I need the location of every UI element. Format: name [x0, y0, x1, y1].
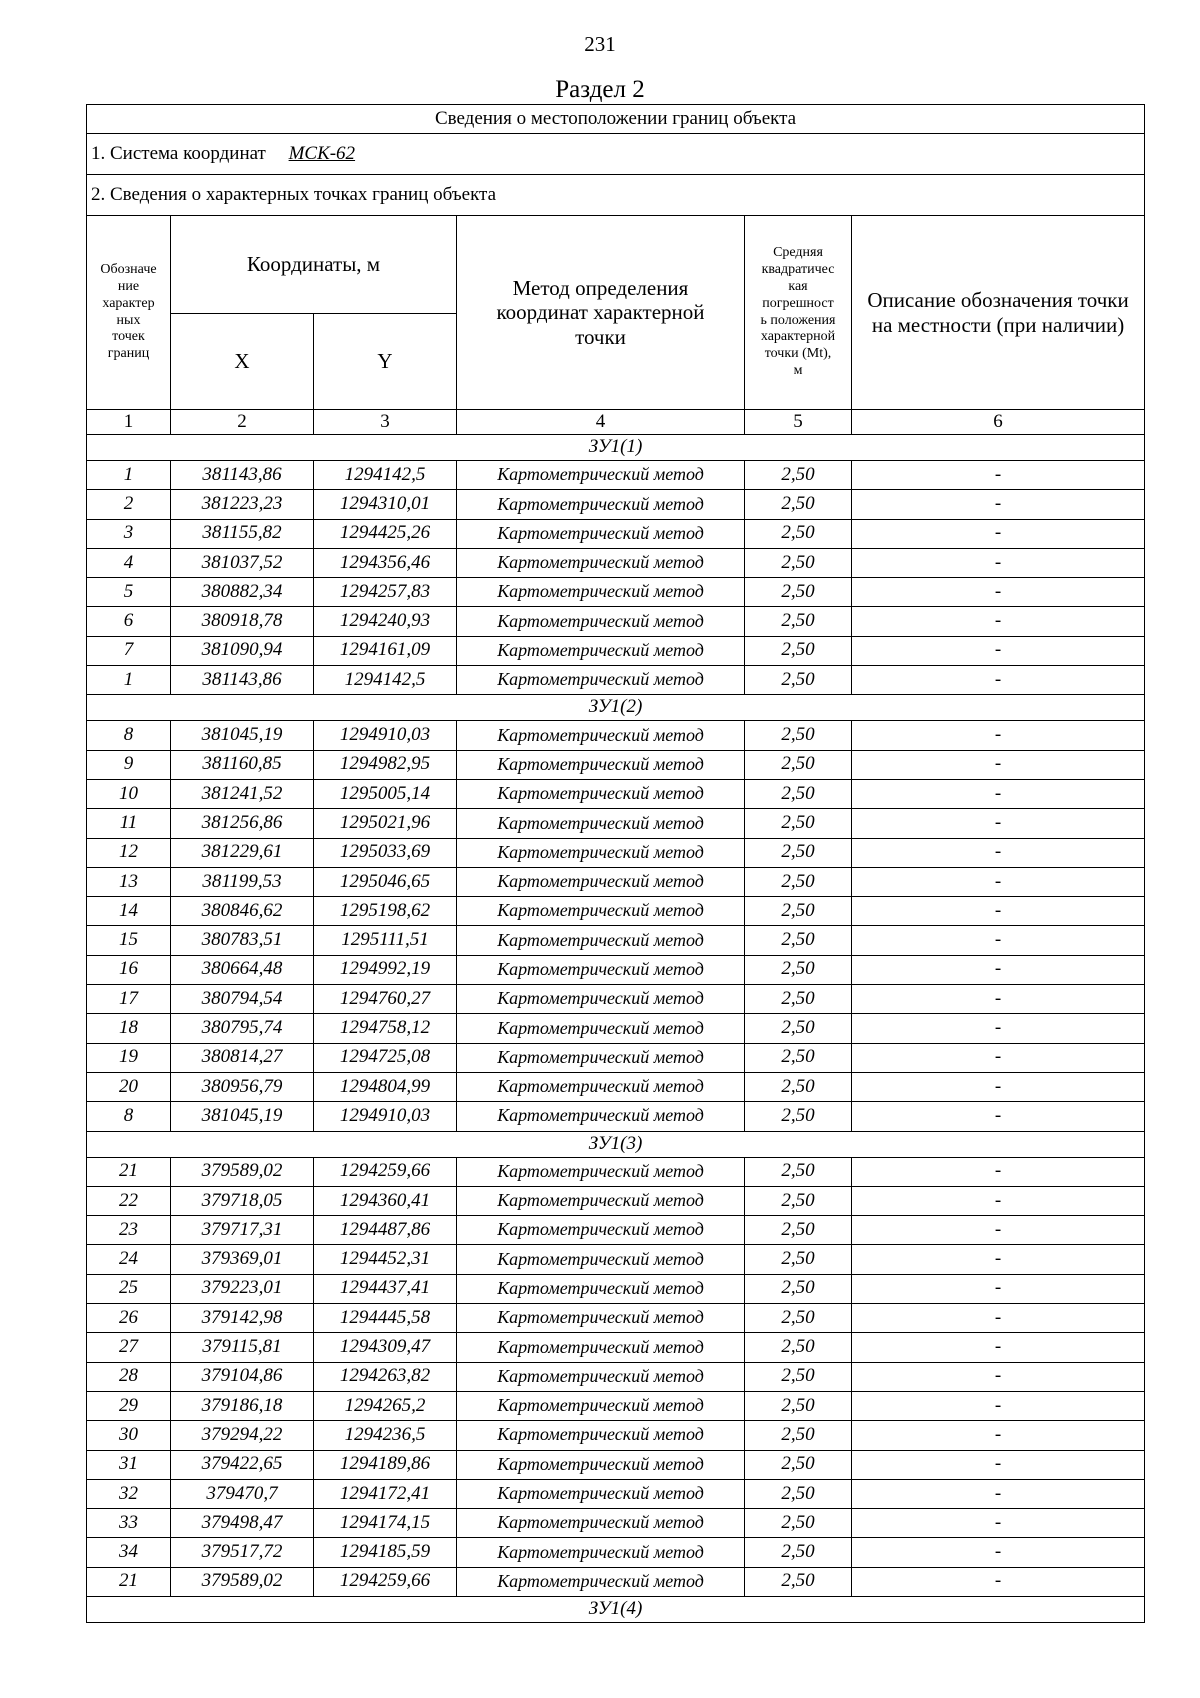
error-value: 2,50 [745, 578, 852, 607]
method: Картометрический метод [457, 867, 745, 896]
error-value: 2,50 [745, 1072, 852, 1101]
description: - [852, 1245, 1145, 1274]
error-value: 2,50 [745, 1157, 852, 1186]
point-number: 19 [87, 1043, 171, 1072]
table-row [87, 578, 1145, 607]
header-row-top [87, 216, 1145, 314]
point-number: 18 [87, 1014, 171, 1043]
table-row [87, 1274, 1145, 1303]
y-coordinate: 1294356,46 [314, 548, 457, 577]
description: - [852, 1509, 1145, 1538]
table-row [87, 985, 1145, 1014]
group-name: ЗУ1(1) [87, 435, 1145, 461]
point-number: 2 [87, 490, 171, 519]
method: Картометрический метод [457, 519, 745, 548]
x-coordinate: 379589,02 [171, 1567, 314, 1596]
description: - [852, 1014, 1145, 1043]
point-number: 26 [87, 1304, 171, 1333]
point-number: 27 [87, 1333, 171, 1362]
description: - [852, 1216, 1145, 1245]
y-coordinate: 1294982,95 [314, 750, 457, 779]
column-number: 2 [171, 410, 314, 435]
y-coordinate: 1295033,69 [314, 838, 457, 867]
method: Картометрический метод [457, 461, 745, 490]
description: - [852, 779, 1145, 808]
table-title: Сведения о местоположении границ объекта [87, 105, 1145, 134]
error-value: 2,50 [745, 636, 852, 665]
table-row [87, 1509, 1145, 1538]
group-header-row [87, 695, 1145, 721]
x-coordinate: 381256,86 [171, 809, 314, 838]
description: - [852, 1186, 1145, 1215]
table-row [87, 1014, 1145, 1043]
method: Картометрический метод [457, 1216, 745, 1245]
x-coordinate: 380794,54 [171, 985, 314, 1014]
table-row [87, 1362, 1145, 1391]
x-coordinate: 381143,86 [171, 461, 314, 490]
description: - [852, 1274, 1145, 1303]
error-value: 2,50 [745, 750, 852, 779]
error-value: 2,50 [745, 1538, 852, 1567]
point-number: 1 [87, 461, 171, 490]
boundary-points-table [86, 104, 1145, 1623]
table-row [87, 1102, 1145, 1131]
column-number: 5 [745, 410, 852, 435]
y-coordinate: 1294161,09 [314, 636, 457, 665]
method: Картометрический метод [457, 1362, 745, 1391]
method: Картометрический метод [457, 1421, 745, 1450]
method: Картометрический метод [457, 548, 745, 577]
description: - [852, 461, 1145, 490]
error-value: 2,50 [745, 461, 852, 490]
method: Картометрический метод [457, 809, 745, 838]
error-value: 2,50 [745, 985, 852, 1014]
point-number: 34 [87, 1538, 171, 1567]
x-coordinate: 380795,74 [171, 1014, 314, 1043]
table-row [87, 666, 1145, 695]
method: Картометрический метод [457, 1304, 745, 1333]
description: - [852, 1333, 1145, 1362]
method: Картометрический метод [457, 985, 745, 1014]
method: Картометрический метод [457, 490, 745, 519]
x-coordinate: 381155,82 [171, 519, 314, 548]
error-value: 2,50 [745, 1304, 852, 1333]
description: - [852, 1567, 1145, 1596]
y-coordinate: 1294758,12 [314, 1014, 457, 1043]
x-coordinate: 379104,86 [171, 1362, 314, 1391]
description: - [852, 926, 1145, 955]
point-number: 15 [87, 926, 171, 955]
table-row [87, 1333, 1145, 1362]
description: - [852, 1479, 1145, 1508]
method: Картометрический метод [457, 1509, 745, 1538]
error-header: Средняя квадратичес кая погрешност ь положения характерной точки (Mt), м [745, 216, 852, 410]
method: Картометрический метод [457, 955, 745, 984]
y-coordinate: 1294725,08 [314, 1043, 457, 1072]
table-row [87, 1538, 1145, 1567]
error-value: 2,50 [745, 809, 852, 838]
table-row [87, 1157, 1145, 1186]
x-coordinate: 379717,31 [171, 1216, 314, 1245]
y-coordinate: 1294263,82 [314, 1362, 457, 1391]
error-value: 2,50 [745, 867, 852, 896]
description: - [852, 636, 1145, 665]
point-number: 12 [87, 838, 171, 867]
y-coordinate: 1295111,51 [314, 926, 457, 955]
description: - [852, 490, 1145, 519]
point-number: 29 [87, 1391, 171, 1420]
table-row [87, 1186, 1145, 1215]
column-number: 3 [314, 410, 457, 435]
error-value: 2,50 [745, 1014, 852, 1043]
section-title: Раздел 2 [555, 76, 645, 103]
description: - [852, 1421, 1145, 1450]
designation-header: Обозначе ние характер ных точек границ [87, 216, 171, 410]
description: - [852, 1043, 1145, 1072]
table-row [87, 926, 1145, 955]
table-row [87, 1479, 1145, 1508]
y-coordinate: 1294257,83 [314, 578, 457, 607]
table-row [87, 607, 1145, 636]
column-number: 1 [87, 410, 171, 435]
table-row [87, 867, 1145, 896]
x-coordinate: 381160,85 [171, 750, 314, 779]
error-value: 2,50 [745, 1391, 852, 1420]
error-value: 2,50 [745, 721, 852, 750]
error-value: 2,50 [745, 519, 852, 548]
method: Картометрический метод [457, 838, 745, 867]
table-row [87, 461, 1145, 490]
x-coordinate: 381223,23 [171, 490, 314, 519]
points-heading-row [87, 175, 1145, 216]
point-number: 30 [87, 1421, 171, 1450]
y-coordinate: 1294174,15 [314, 1509, 457, 1538]
x-coordinate: 379142,98 [171, 1304, 314, 1333]
x-coordinate: 380783,51 [171, 926, 314, 955]
point-number: 20 [87, 1072, 171, 1101]
group-name: ЗУ1(2) [87, 695, 1145, 721]
x-coordinate: 380882,34 [171, 578, 314, 607]
description: - [852, 809, 1145, 838]
error-value: 2,50 [745, 1245, 852, 1274]
point-number: 8 [87, 721, 171, 750]
description: - [852, 721, 1145, 750]
method: Картометрический метод [457, 750, 745, 779]
method: Картометрический метод [457, 1157, 745, 1186]
method: Картометрический метод [457, 578, 745, 607]
y-coordinate: 1294804,99 [314, 1072, 457, 1101]
x-coordinate: 381229,61 [171, 838, 314, 867]
table-row [87, 897, 1145, 926]
point-number: 22 [87, 1186, 171, 1215]
description: - [852, 1450, 1145, 1479]
table-row [87, 490, 1145, 519]
error-value: 2,50 [745, 779, 852, 808]
table-row [87, 1567, 1145, 1596]
x-coordinate: 379470,7 [171, 1479, 314, 1508]
table-row [87, 1391, 1145, 1420]
coordinate-system-value: МСК-62 [288, 142, 356, 164]
column-number: 4 [457, 410, 745, 435]
error-value: 2,50 [745, 1186, 852, 1215]
y-coordinate: 1294310,01 [314, 490, 457, 519]
description: - [852, 1304, 1145, 1333]
y-coordinate: 1294259,66 [314, 1567, 457, 1596]
description: - [852, 897, 1145, 926]
group-name: ЗУ1(4) [87, 1596, 1145, 1622]
table-row [87, 636, 1145, 665]
table-row [87, 809, 1145, 838]
description: - [852, 1072, 1145, 1101]
y-coordinate: 1294910,03 [314, 1102, 457, 1131]
method: Картометрический метод [457, 1479, 745, 1508]
error-value: 2,50 [745, 897, 852, 926]
column-number: 6 [852, 410, 1145, 435]
method: Картометрический метод [457, 1014, 745, 1043]
description: - [852, 1102, 1145, 1131]
y-coordinate: 1294142,5 [314, 666, 457, 695]
method: Картометрический метод [457, 666, 745, 695]
x-coordinate: 380814,27 [171, 1043, 314, 1072]
point-number: 33 [87, 1509, 171, 1538]
error-value: 2,50 [745, 666, 852, 695]
page-number: 231 [584, 32, 616, 56]
point-number: 9 [87, 750, 171, 779]
group-header-row [87, 435, 1145, 461]
method: Картометрический метод [457, 1102, 745, 1131]
point-number: 21 [87, 1157, 171, 1186]
method: Картометрический метод [457, 1274, 745, 1303]
method: Картометрический метод [457, 1043, 745, 1072]
point-number: 1 [87, 666, 171, 695]
y-coordinate: 1294142,5 [314, 461, 457, 490]
error-value: 2,50 [745, 1479, 852, 1508]
x-coordinate: 379498,47 [171, 1509, 314, 1538]
error-value: 2,50 [745, 1567, 852, 1596]
table-row [87, 1245, 1145, 1274]
point-number: 11 [87, 809, 171, 838]
group-name: ЗУ1(3) [87, 1131, 1145, 1157]
y-coordinate: 1294172,41 [314, 1479, 457, 1508]
description: - [852, 666, 1145, 695]
point-number: 24 [87, 1245, 171, 1274]
y-coordinate: 1295046,65 [314, 867, 457, 896]
error-value: 2,50 [745, 1274, 852, 1303]
table-row [87, 1043, 1145, 1072]
x-coordinate: 381143,86 [171, 666, 314, 695]
description: - [852, 548, 1145, 577]
table-row [87, 1216, 1145, 1245]
x-coordinate: 379718,05 [171, 1186, 314, 1215]
description-header: Описание обозначения точки на местности (при наличии) [852, 216, 1145, 410]
method: Картометрический метод [457, 1391, 745, 1420]
y-coordinate: 1294425,26 [314, 519, 457, 548]
method: Картометрический метод [457, 1333, 745, 1362]
x-coordinate: 380846,62 [171, 897, 314, 926]
x-coordinate: 379369,01 [171, 1245, 314, 1274]
point-number: 25 [87, 1274, 171, 1303]
error-value: 2,50 [745, 1102, 852, 1131]
description: - [852, 578, 1145, 607]
method: Картометрический метод [457, 1538, 745, 1567]
method: Картометрический метод [457, 636, 745, 665]
error-value: 2,50 [745, 1421, 852, 1450]
table-row [87, 548, 1145, 577]
y-coordinate: 1295198,62 [314, 897, 457, 926]
table-row [87, 1304, 1145, 1333]
coordinates-header: Координаты, м [171, 216, 457, 314]
error-value: 2,50 [745, 1362, 852, 1391]
point-number: 28 [87, 1362, 171, 1391]
point-number: 5 [87, 578, 171, 607]
points-heading: 2. Сведения о характерных точках границ объекта [87, 175, 1145, 216]
method: Картометрический метод [457, 926, 745, 955]
x-coordinate: 381037,52 [171, 548, 314, 577]
error-value: 2,50 [745, 1333, 852, 1362]
method: Картометрический метод [457, 1450, 745, 1479]
method: Картометрический метод [457, 1245, 745, 1274]
point-number: 13 [87, 867, 171, 896]
description: - [852, 955, 1145, 984]
x-coordinate: 380664,48 [171, 955, 314, 984]
y-coordinate: 1294992,19 [314, 955, 457, 984]
y-coordinate: 1294265,2 [314, 1391, 457, 1420]
table-row [87, 1072, 1145, 1101]
x-coordinate: 380918,78 [171, 607, 314, 636]
method: Картометрический метод [457, 1186, 745, 1215]
point-number: 32 [87, 1479, 171, 1508]
column-number-row [87, 410, 1145, 435]
point-number: 17 [87, 985, 171, 1014]
x-coordinate: 381045,19 [171, 721, 314, 750]
x-coordinate: 381045,19 [171, 1102, 314, 1131]
y-coordinate: 1294236,5 [314, 1421, 457, 1450]
x-coordinate: 379223,01 [171, 1274, 314, 1303]
group-header-row [87, 1596, 1145, 1622]
point-number: 31 [87, 1450, 171, 1479]
description: - [852, 1391, 1145, 1420]
description: - [852, 519, 1145, 548]
table-row [87, 721, 1145, 750]
error-value: 2,50 [745, 548, 852, 577]
error-value: 2,50 [745, 926, 852, 955]
description: - [852, 985, 1145, 1014]
y-coordinate: 1294360,41 [314, 1186, 457, 1215]
point-number: 21 [87, 1567, 171, 1596]
description: - [852, 750, 1145, 779]
error-value: 2,50 [745, 1450, 852, 1479]
point-number: 4 [87, 548, 171, 577]
error-value: 2,50 [745, 1216, 852, 1245]
x-header: X [171, 314, 314, 410]
error-value: 2,50 [745, 838, 852, 867]
table-row [87, 1450, 1145, 1479]
method: Картометрический метод [457, 897, 745, 926]
point-number: 16 [87, 955, 171, 984]
error-value: 2,50 [745, 490, 852, 519]
x-coordinate: 380956,79 [171, 1072, 314, 1101]
point-number: 8 [87, 1102, 171, 1131]
error-value: 2,50 [745, 607, 852, 636]
method: Картометрический метод [457, 1072, 745, 1101]
x-coordinate: 381241,52 [171, 779, 314, 808]
x-coordinate: 379294,22 [171, 1421, 314, 1450]
description: - [852, 1157, 1145, 1186]
error-value: 2,50 [745, 1043, 852, 1072]
x-coordinate: 379422,65 [171, 1450, 314, 1479]
y-coordinate: 1294760,27 [314, 985, 457, 1014]
y-coordinate: 1294240,93 [314, 607, 457, 636]
table-row [87, 838, 1145, 867]
x-coordinate: 379115,81 [171, 1333, 314, 1362]
y-coordinate: 1295005,14 [314, 779, 457, 808]
x-coordinate: 381199,53 [171, 867, 314, 896]
point-number: 3 [87, 519, 171, 548]
coordinate-system-label: 1. Система координат [91, 142, 266, 164]
description: - [852, 1538, 1145, 1567]
table-title-row [87, 105, 1145, 134]
error-value: 2,50 [745, 1509, 852, 1538]
table-row [87, 955, 1145, 984]
point-number: 14 [87, 897, 171, 926]
description: - [852, 607, 1145, 636]
error-value: 2,50 [745, 955, 852, 984]
description: - [852, 1362, 1145, 1391]
y-coordinate: 1294910,03 [314, 721, 457, 750]
x-coordinate: 381090,94 [171, 636, 314, 665]
coordinate-system-row [87, 134, 1145, 175]
point-number: 23 [87, 1216, 171, 1245]
y-coordinate: 1294487,86 [314, 1216, 457, 1245]
description: - [852, 838, 1145, 867]
y-coordinate: 1294437,41 [314, 1274, 457, 1303]
method: Картометрический метод [457, 1567, 745, 1596]
y-coordinate: 1294309,47 [314, 1333, 457, 1362]
y-coordinate: 1294259,66 [314, 1157, 457, 1186]
point-number: 6 [87, 607, 171, 636]
y-header: Y [314, 314, 457, 410]
y-coordinate: 1294452,31 [314, 1245, 457, 1274]
method: Картометрический метод [457, 779, 745, 808]
point-number: 10 [87, 779, 171, 808]
y-coordinate: 1294445,58 [314, 1304, 457, 1333]
x-coordinate: 379589,02 [171, 1157, 314, 1186]
y-coordinate: 1294185,59 [314, 1538, 457, 1567]
y-coordinate: 1295021,96 [314, 809, 457, 838]
method: Картометрический метод [457, 721, 745, 750]
x-coordinate: 379517,72 [171, 1538, 314, 1567]
table-row [87, 779, 1145, 808]
description: - [852, 867, 1145, 896]
y-coordinate: 1294189,86 [314, 1450, 457, 1479]
table-row [87, 1421, 1145, 1450]
method: Картометрический метод [457, 607, 745, 636]
table-row [87, 519, 1145, 548]
table-row [87, 750, 1145, 779]
point-number: 7 [87, 636, 171, 665]
method-header: Метод определения координат характерной точки [457, 216, 745, 410]
group-header-row [87, 1131, 1145, 1157]
x-coordinate: 379186,18 [171, 1391, 314, 1420]
